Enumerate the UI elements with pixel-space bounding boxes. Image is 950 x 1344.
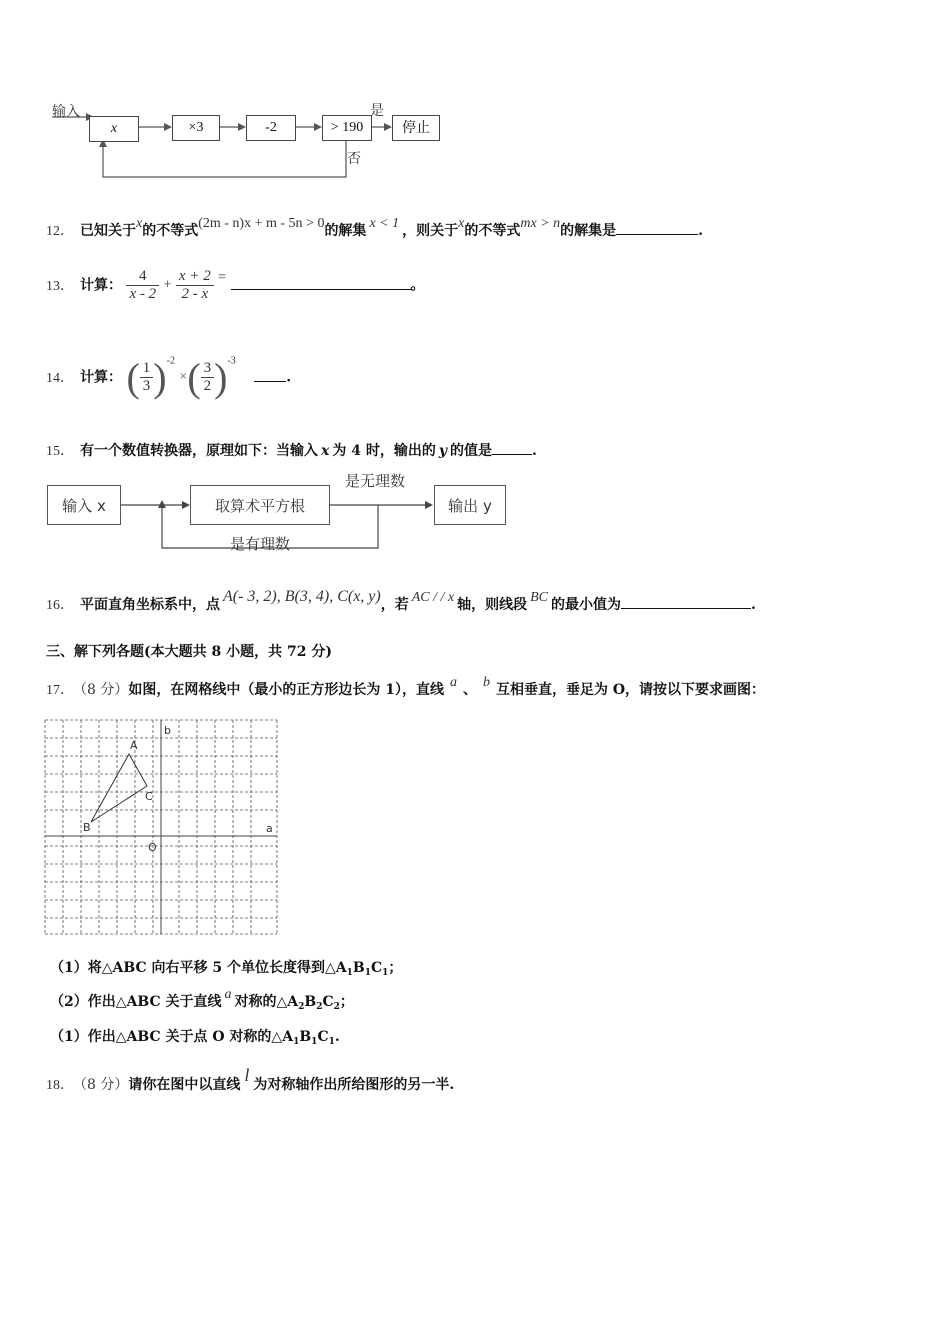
question-text: 平面直角坐标系中，点 (80, 597, 220, 613)
flowchart-2-irrational-label: 是无理数 (345, 472, 406, 490)
label-O: O (148, 841, 157, 854)
question-score: （8 分） (80, 1077, 129, 1093)
question-17 (46, 675, 766, 699)
numerator: x + 2 (176, 268, 214, 286)
subscript: 2 (316, 1002, 323, 1012)
question-text: B (299, 1029, 312, 1045)
answer-blank[interactable] (616, 220, 698, 235)
fraction-1 (140, 360, 154, 395)
question-text: 如图，在网格线中（最小的正方形边长为 1），直线 (128, 682, 444, 698)
question-16 (46, 588, 756, 614)
flowchart-1-no-label: 否 (347, 151, 361, 167)
grid-figure (44, 719, 280, 937)
paren-open: ( (126, 355, 140, 400)
q17-sub-1 (50, 957, 402, 978)
question-text: ，则关于 (402, 223, 459, 239)
question-text: 轴，则线段 (457, 597, 528, 613)
math-equals: = (218, 269, 227, 285)
denominator: 2 - x (181, 286, 209, 302)
flowchart-1-box-minus2: -2 (246, 115, 296, 141)
question-text: 已知关于 (80, 223, 136, 239)
question-number: 15． (46, 444, 74, 459)
question-text: 计算： (80, 369, 122, 386)
math-x: x (136, 216, 143, 231)
section-title: 三、解下列各题(本大题共 8 小题，共 72 分) (46, 644, 332, 660)
subscript: 2 (298, 1002, 305, 1012)
question-14 (46, 354, 291, 401)
triangle-abc (91, 754, 147, 822)
label-a: a (266, 822, 273, 835)
exponent: -3 (227, 355, 236, 367)
fraction-1 (126, 268, 159, 303)
question-text: 、 (462, 682, 477, 698)
question-text: ； (388, 960, 403, 976)
question-text: 为 4 时，输出的 (332, 443, 436, 459)
answer-blank[interactable] (492, 440, 532, 455)
question-text: C (322, 994, 334, 1010)
subscript: 2 (333, 1002, 340, 1012)
question-number: 17． (46, 683, 74, 698)
flowchart-2-process-box: 取算术平方根 (190, 485, 330, 525)
math-x: x (458, 216, 465, 231)
question-text: B (352, 960, 365, 976)
flowchart-1-box-compare: > 190 (322, 115, 372, 141)
numerator: 1 (140, 360, 154, 378)
question-text: （2）作出△ABC 关于直线 (50, 994, 222, 1010)
question-text: 的不等式 (464, 223, 521, 239)
q17-sub-2 (50, 987, 354, 1012)
answer-blank[interactable] (621, 594, 751, 609)
question-15 (46, 440, 537, 460)
math-times: × (179, 369, 188, 385)
question-number: 16． (46, 598, 74, 613)
question-text: . (532, 443, 537, 459)
question-text: 计算： (80, 277, 122, 294)
denominator: 2 (203, 378, 212, 394)
question-text: 的值是 (450, 443, 492, 459)
question-text: 互相垂直，垂足为 O，请按以下要求画图： (495, 682, 766, 698)
question-text: 的最小值为 (551, 597, 621, 613)
math-a: a (449, 675, 457, 690)
math-y: y (438, 443, 447, 459)
paren-close: ) (153, 355, 167, 400)
subscript: 1 (382, 968, 389, 978)
flowchart-2-rational-label: 是有理数 (230, 535, 291, 553)
question-number: 14． (46, 370, 74, 386)
question-12 (46, 216, 703, 240)
question-18 (46, 1065, 455, 1094)
subscript: 1 (328, 1037, 335, 1047)
question-text: 的解集 (324, 223, 367, 239)
flowchart-2-input-box: 输入 x (47, 485, 121, 525)
question-number: 13． (46, 278, 74, 294)
flowchart-1-box-times3: ×3 (172, 115, 220, 141)
paren-close: ) (214, 355, 228, 400)
question-text: （1）作出△ABC 关于点 O 对称的△A (50, 1029, 294, 1045)
math-inequality: (2m - n)x + m - 5n > 0 (198, 216, 325, 231)
question-score: （8 分） (80, 682, 129, 698)
question-text: . (698, 223, 703, 239)
flowchart-1-box-x: x (89, 116, 139, 142)
question-text: C (370, 960, 383, 976)
label-B: B (83, 821, 91, 834)
question-text: 的解集是 (560, 223, 617, 239)
subscript: 1 (364, 968, 371, 978)
question-text: 为对称轴作出所给图形的另一半. (253, 1077, 455, 1093)
label-A: A (130, 739, 138, 752)
question-text: ，若 (380, 597, 409, 613)
math-plus: + (163, 277, 172, 293)
math-l: l (244, 1065, 250, 1085)
question-text: B (304, 994, 317, 1010)
math-condition: AC / / x (411, 590, 455, 605)
fraction-2 (201, 360, 215, 395)
denominator: 3 (142, 378, 151, 394)
answer-blank[interactable] (231, 275, 411, 290)
numerator: 3 (201, 360, 215, 378)
question-text: 有一个数值转换器，原理如下：当输入 (80, 443, 318, 459)
label-b: b (164, 724, 171, 737)
answer-blank[interactable] (254, 367, 286, 382)
math-x: x (321, 443, 330, 459)
question-text: 请你在图中以直线 (128, 1077, 241, 1093)
question-number: 12． (46, 224, 74, 239)
math-segment: BC (530, 590, 548, 605)
question-text: 对称的△A (234, 994, 299, 1010)
flowchart-1-input-label: 输入 (52, 104, 80, 120)
paren-open: ( (187, 355, 201, 400)
subscript: 1 (293, 1037, 300, 1047)
question-text: . (286, 369, 292, 386)
question-text: C (317, 1029, 329, 1045)
question-13 (46, 268, 425, 303)
math-solution: x < 1 (369, 216, 400, 231)
label-C: C (145, 790, 153, 803)
question-number: 18． (46, 1078, 74, 1093)
flowchart-1-yes-label: 是 (370, 103, 384, 119)
question-text: . (334, 1029, 340, 1045)
question-text: （1）将△ABC 向右平移 5 个单位长度得到△A (50, 960, 347, 976)
question-text: 。 (410, 277, 425, 294)
math-inequality-2: mx > n (520, 216, 561, 231)
question-text: . (751, 597, 756, 613)
math-points: A(- 3, 2), B(3, 4), C(x, y) (223, 588, 381, 605)
fraction-2 (176, 268, 214, 303)
question-text: ； (339, 994, 354, 1010)
denominator: x - 2 (129, 286, 157, 302)
math-a: a (224, 987, 232, 1002)
q17-sub-3 (50, 1026, 340, 1047)
flowchart-2-output-box: 输出 y (434, 485, 506, 525)
question-text: 的不等式 (142, 223, 199, 239)
subscript: 1 (346, 968, 353, 978)
subscript: 1 (311, 1037, 318, 1047)
math-b: b (482, 675, 490, 690)
flowchart-1-box-stop: 停止 (392, 115, 440, 141)
numerator: 4 (126, 268, 159, 286)
exponent: -2 (166, 355, 175, 367)
